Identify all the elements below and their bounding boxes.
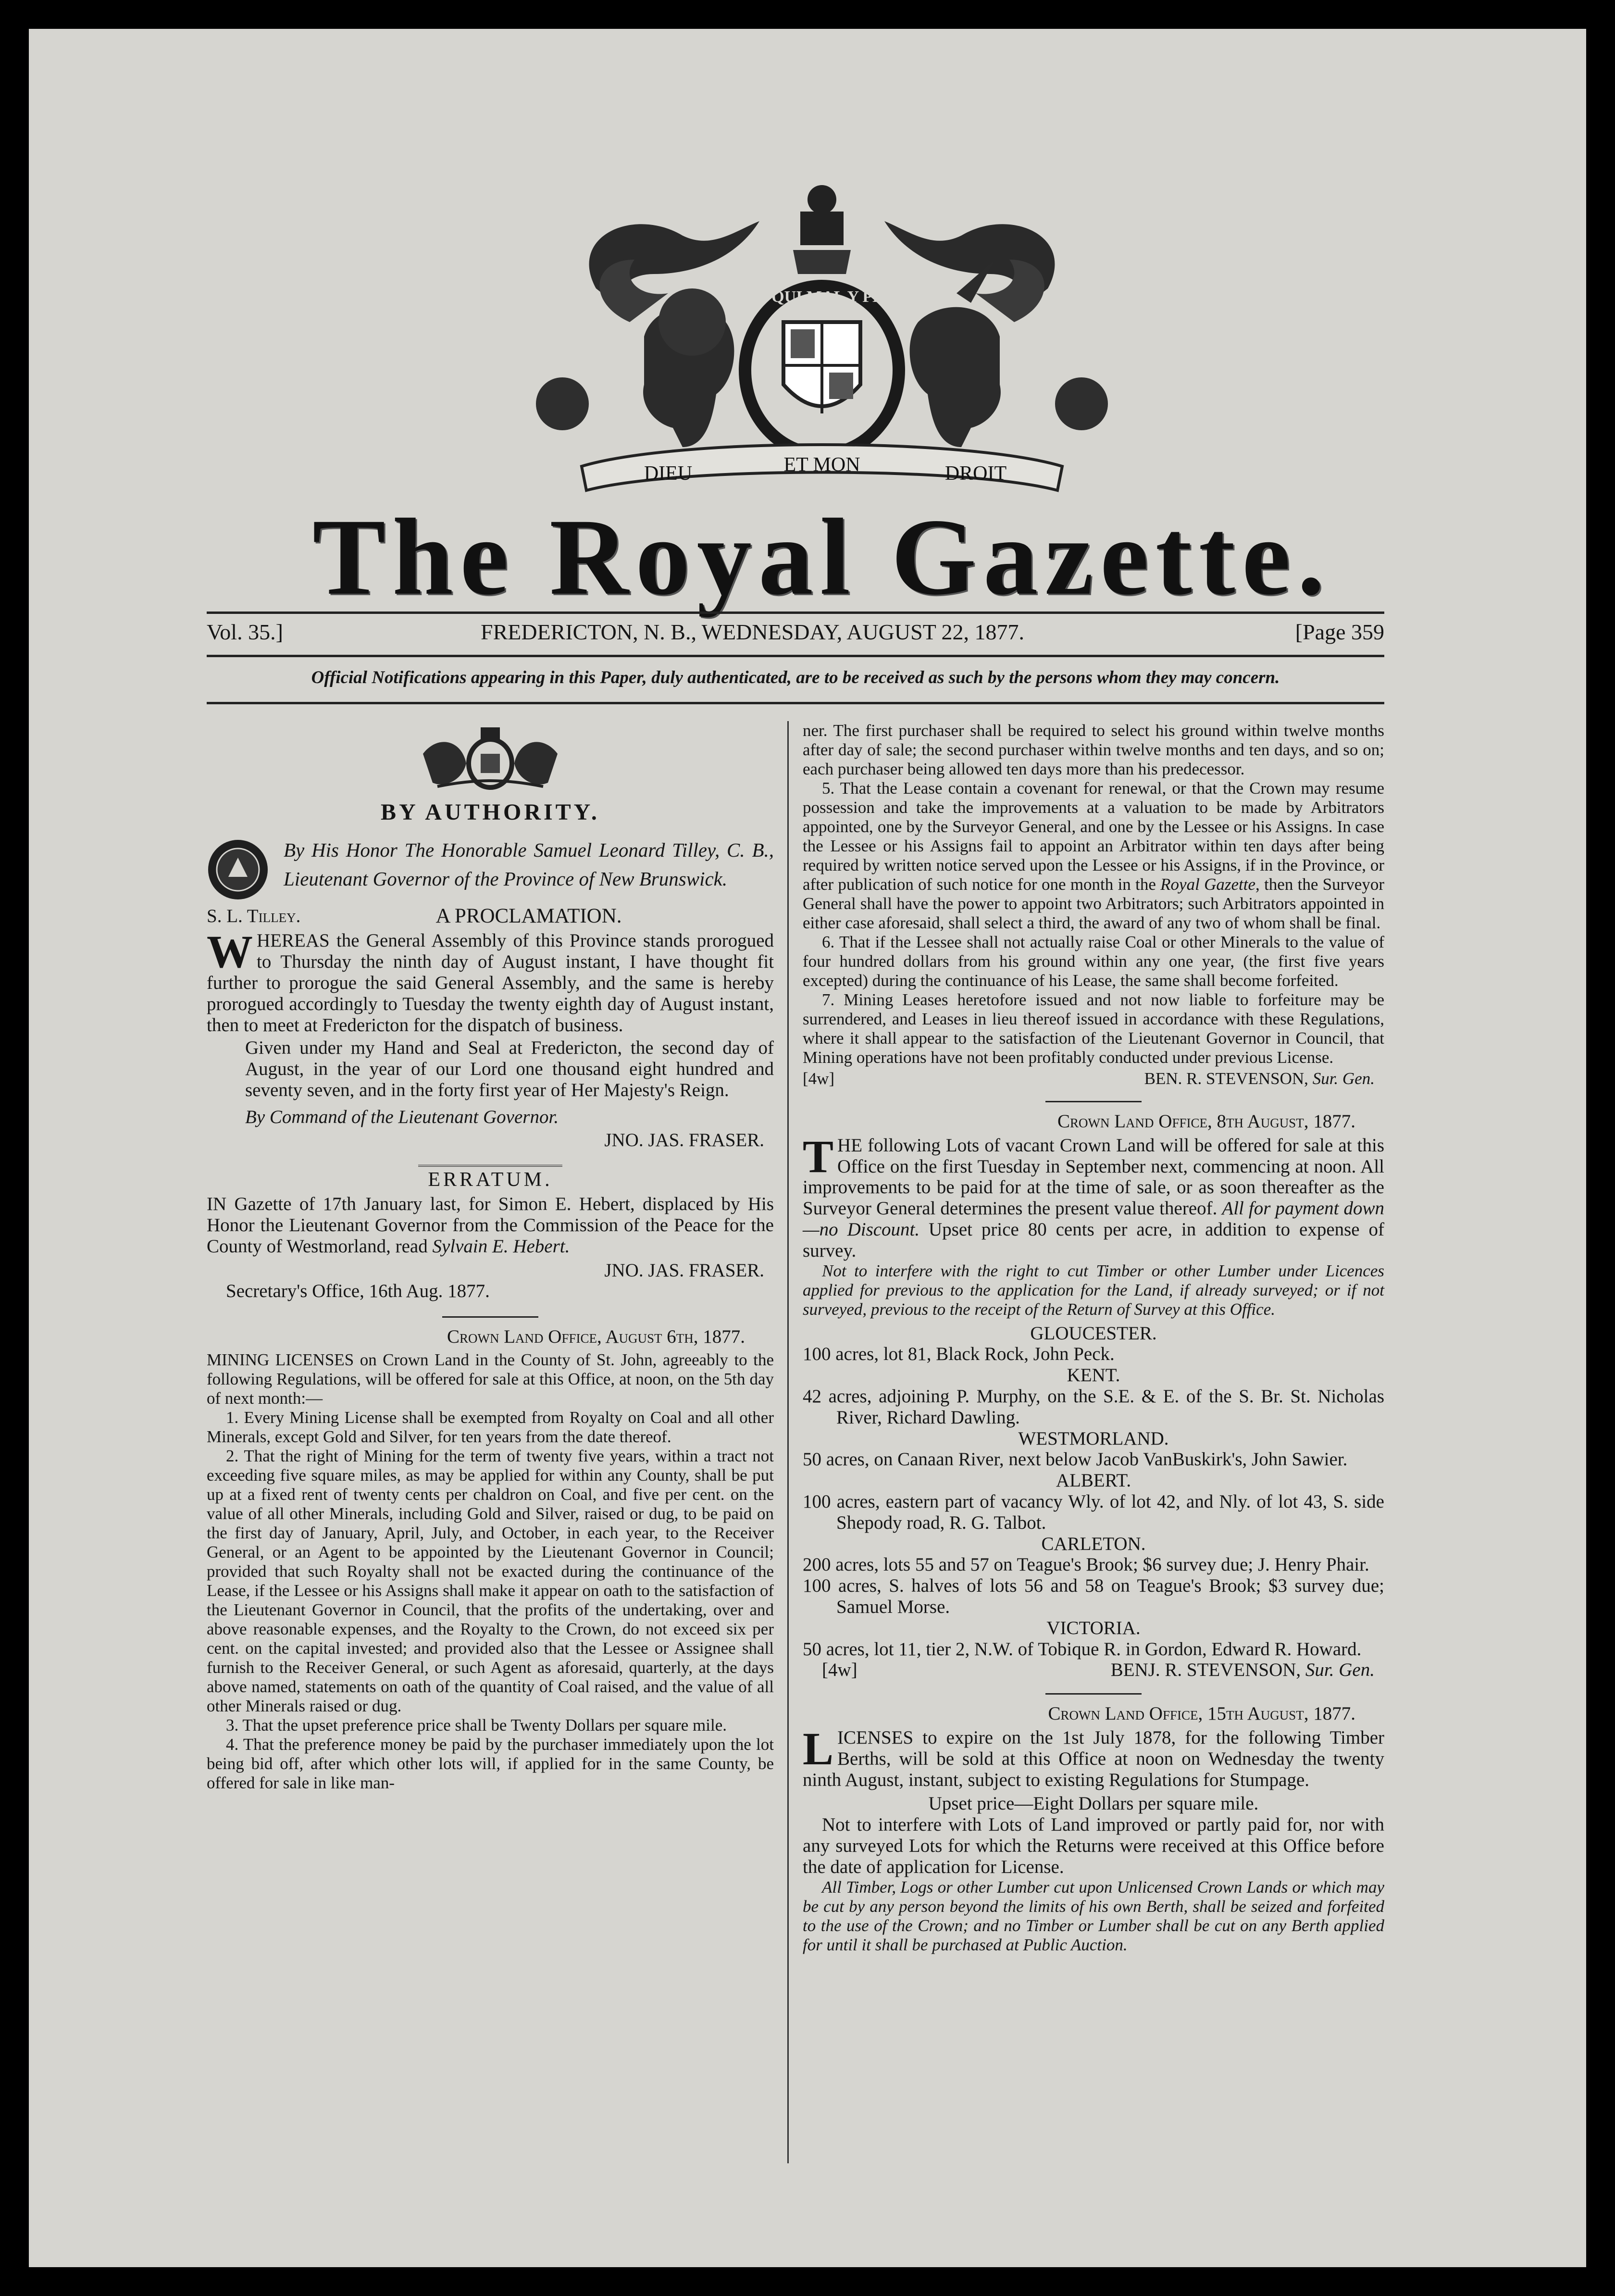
county-victoria: VICTORIA. [1046,1617,1141,1638]
lots-timber-note: Not to interfere with the right to cut Timber or other Lumber under Licences applied for previous to the application for the Land, if already surveyed; or if not surveyed, previous to the receipt of the Return of Survey at this Office. [803,1261,1384,1319]
page-number: [Page 359 [1295,620,1384,644]
county-westmorland: WESTMORLAND. [1018,1428,1169,1449]
lot-albert: 100 acres, eastern part of vacancy Wly. of lot 42, and Nly. of lot 43, S. side Shepody road, R. G. Talbot. [803,1491,1384,1533]
county-kent: KENT. [1067,1365,1120,1386]
by-command: By Command of the Lieutenant Governor. [245,1106,559,1127]
proclamation-text: WHEREAS the General Assembly of this Province stands prorogued to Thursday the ninth day of August instant, I have thought fit further to prorogue the said General Assembly, and the same is hereby prorogued accordingly to Tuesday the twenty eighth day of August instant, then to meet at Fredericton for the dispatch of business. [207,926,774,1036]
timber-seizure-note: All Timber, Logs or other Lumber cut upon Unlicensed Crown Lands or which may be cut by any person beyond the limits of his own Berth, shall be seized and forfeited to the use of the Crown; and no Timber or Lumber shall be cut on any Berth applied for until it shall be purchased at Public Auction. [803,1877,1384,1954]
place-and-date: FREDERICTON, N. B., WEDNESDAY, AUGUST 22, 1877. [481,620,1024,644]
secretary-signature-1: JNO. JAS. FRASER. [604,1129,764,1150]
section-rule [442,1316,538,1318]
lot-carleton-2: 100 acres, S. halves of lots 56 and 58 on Teague's Brook; $3 survey due; Samuel Morse. [803,1575,1384,1617]
top-rule [207,611,1384,614]
right-column [803,721,1384,1955]
lot-gloucester: 100 acres, lot 81, Black Rock, John Peck. [803,1344,1115,1365]
section-rule [1045,1101,1142,1102]
volume-number: Vol. 35.] [207,620,283,644]
by-authority-heading: BY AUTHORITY. [381,799,600,825]
official-notice: Official Notifications appearing in this Paper, duly authenticated, are to be received as such by the persons whom they may concern. [311,668,1280,687]
county-carleton: CARLETON. [1041,1533,1146,1554]
royal-coat-of-arms-icon [509,178,1134,510]
governor-signature: S. L. Tilley. [207,905,301,926]
bottom-rule [207,702,1384,704]
motto-dieu: DIEU [644,462,693,485]
lot-victoria: 50 acres, lot 11, tier 2, N.W. of Tobique R. in Gordon, Edward R. Howard. [803,1638,1362,1660]
mining-intro: MINING LICENSES on Crown Land in the County of St. John, agreeably to the following Regulations, will be offered for sale at this Office, at noon, on the 5th day of next month:— [207,1350,774,1408]
mining-clause-1: 1. Every Mining License shall be exempted from Royalty on Coal and all other Minerals, except Gold and Silver, for ten years from the date thereof. [207,1408,774,1446]
column-divider [787,721,789,2163]
motto-droit: DROIT [944,462,1007,485]
governor-title: By His Honor The Honorable Samuel Leonard Tilley, C. B., Lieutenant Governor of the Province of New Brunswick. [284,838,774,890]
garter-motto: SOIT QUI MAL Y PENSE [729,288,915,306]
licenses-notice: LICENSES to expire on the 1st July 1878, for the following Timber Berths, will be sold at this Office at noon on Wednesday the twenty ninth August, instant, subject to existing Regulations for Stumpage. [803,1722,1384,1790]
mining-clause-6: 6. That if the Lessee shall not actually raise Coal or other Minerals to the value of four hundred dollars from his ground within any one year, (the first five years excepted) during the continuance of his Lease, the same shall become forfeited. [803,933,1384,990]
mining-office-date: Crown Land Office, August 6th, 1877. [447,1326,745,1348]
lots-signature: [4w] BENJ. R. STEVENSON, Sur. Gen. [822,1660,1375,1681]
not-to-interfere: Not to interfere with Lots of Land improved or partly paid for, nor with any surveyed Lots for which the Returns were received at this Office before the date of application for License. [803,1814,1384,1877]
upset-price: Upset price—Eight Dollars per square mile. [928,1793,1259,1814]
county-albert: ALBERT. [1056,1470,1131,1491]
section-rule [1045,1693,1142,1695]
mining-signature: [4w] BEN. R. STEVENSON, Sur. Gen. [803,1069,1375,1088]
mining-clause-4-continued: ner. The first purchaser shall be required to select his ground within twelve months after day of sale; the second purchaser within twelve months and ten days, and so on; each purchaser being allowed ten days more than his predecessor. [803,721,1384,778]
county-gloucester: GLOUCESTER. [1030,1323,1157,1344]
lot-westmorland: 50 acres, on Canaan River, next below Jacob VanBuskirk's, John Sawier. [803,1449,1348,1470]
given-under-seal: Given under my Hand and Seal at Fredericton, the second day of August, in the year of our Lord one thousand eight hundred and seventy seven, and in the forty first year of Her Majesty's Reign. [245,1037,774,1100]
provincial-seal-icon [207,838,269,901]
secretary-signature-2: JNO. JAS. FRASER. [604,1260,764,1281]
gazette-page [29,29,1586,2267]
lots-notice: THE following Lots of vacant Crown Land will be offered for sale at this Office on the first Tuesday in September next, commencing at noon. All improvements to be paid for at the time of sale, or as soon thereafter as the Surveyor General determines the present value thereof. All for payment down—no Discount. Upset price 80 cents per acre, in addition to expense of survey. [803,1130,1385,1261]
motto-et-mon: ET MON [783,454,860,476]
erratum-heading: ERRATUM. [428,1169,553,1191]
mining-clause-7: 7. Mining Leases heretofore issued and not now liable to forfeiture may be surrendered, and Leases in lieu thereof issued in accordance with these Regulations, where it shall appear to the satisfaction of the Lieutenant Governor in Council, that Mining operations have not been profitably conducted under previous License. [803,990,1384,1067]
mining-clause-3: 3. That the upset preference price shall be Twenty Dollars per square mile. [226,1715,727,1734]
section-rule [418,1165,562,1167]
secretary-office-date: Secretary's Office, 16th Aug. 1877. [226,1281,490,1302]
lot-carleton-1: 200 acres, lots 55 and 57 on Teague's Brook; $6 survey due; J. Henry Phair. [803,1554,1369,1575]
erratum-text: IN Gazette of 17th January last, for Simon E. Hebert, displaced by His Honor the Lieutenant Governor from the Commission of the Peace for the County of Westmorland, read Sylvain E. Hebert. [207,1194,774,1257]
left-column [207,721,774,1793]
small-coat-of-arms-icon [404,725,577,792]
masthead-title: The Royal Gazette. [312,497,1331,618]
proclamation-heading: A PROCLAMATION. [435,904,622,927]
dateline [207,619,1384,648]
middle-rule [207,655,1384,657]
mining-clause-2: 2. That the right of Mining for the term of twenty five years, within a tract not exceeding five square miles, as may be applied for within any County, shall be put up at a fixed rent of twenty cents per chaldron on Coal, and five per cent. on the value of all other Minerals, including Gold and Silver, raised or dug, to be paid on the first day of January, April, July, and October, in each year, to the Receiver General, or an Agent to be appointed by the Lieutenant Governor in Council; provided that such Royalty shall not be exacted during the continuance of the Lease, if the Lessee or his Assigns shall make it appear on oath to the satisfaction of the Lieutenant Governor in Council, that the profits of the undertaking, over and above reasonable expenses, and the Royalty to the Crown, do not exceed six per cent. on the capital invested; and provided also that the Lessee or Assignee shall furnish to the Receiver General, or such Agent as aforesaid, quarterly, at the days above named, statements on oath of the quantity of Coal raised, and the value of all other Minerals raised or dug. [207,1446,774,1715]
lot-kent: 42 acres, adjoining P. Murphy, on the S.E. & E. of the S. Br. St. Nicholas River, Richard Dawling. [803,1385,1384,1428]
mining-clause-5: 5. That the Lease contain a covenant for renewal, or that the Crown may resume possession and take the improvements at a valuation to be made by Arbitrators appointed, one by the Surveyor General, and one by the Lessee or his Assigns. In case the Lessee or his Assigns fail to appoint an Arbitrator within ten days after being required by written notice served upon the Lessee or his Assigns, if in the Province, or after publication of such notice for one month in the Royal Gazette, then the Surveyor General shall have the power to appoint two Arbitrators; such Arbitrators appointed in either case aforesaid, shall select a third, the award of any two of whom shall be final. [803,779,1384,932]
licenses-office-date: Crown Land Office, 15th August, 1877. [1048,1703,1355,1724]
mining-clause-4: 4. That the preference money be paid by the purchaser immediately upon the lot being bid off, after which other lots will, if applied for in the same County, be offered for sale in like man- [207,1734,774,1792]
lots-office-date: Crown Land Office, 8th August, 1877. [1057,1111,1355,1132]
